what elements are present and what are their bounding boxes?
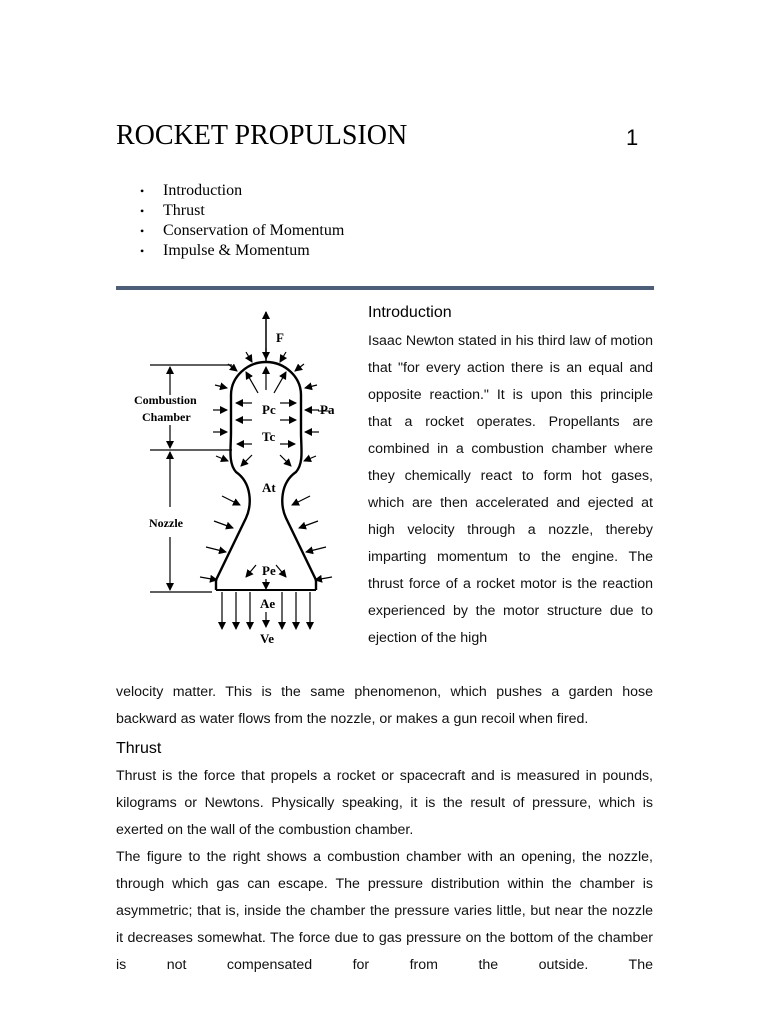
topic-item: • Thrust [140, 201, 344, 221]
thrust-heading: Thrust [116, 740, 162, 757]
rocket-chamber-diagram [116, 300, 356, 660]
introduction-paragraph: Isaac Newton stated in his third law of motion that "for every action there is an equal and opposite reaction." It is upon this principle that a rocket operates. Propellants are combined in a combustion chamber where they chemically react to form hot gases, which are then accelerated and ejected at high velocity through a nozzle, thereby imparting momentum to the engine. The thrust force of a rocket motor is the reaction experienced by the motor structure due to ejection of the high [368, 333, 653, 646]
exit-pressure-label: Pe [262, 563, 276, 578]
page-number: 1 [626, 125, 639, 150]
force-label: F [276, 330, 284, 345]
chamber-pressure-arrows [236, 367, 296, 589]
section-divider [116, 286, 654, 290]
page-title: ROCKET PROPULSION [116, 120, 408, 151]
combustion-chamber-label: Combustion [134, 393, 197, 407]
nozzle-label: Nozzle [149, 516, 183, 530]
chamber-temperature-label: Tc [262, 429, 276, 444]
combustion-chamber-label: Chamber [142, 410, 191, 424]
ambient-pressure-label: Pa [320, 402, 335, 417]
thrust-paragraph: The figure to the right shows a combustion chamber with an opening, the nozzle, through which gas can escape. The pressure distribution within the chamber is asymmetric; that is, inside the chamber the pressure varies little, but near the nozzle it decreases somewhat. The force due to gas pressure on the bottom of the chamber is not compensated for from the outside. The [116, 849, 653, 973]
chamber-outline [216, 362, 316, 590]
topic-item: • Impulse & Momentum [140, 241, 344, 261]
exit-velocity-label: Ve [260, 631, 274, 646]
topic-list [140, 181, 344, 261]
chamber-pressure-label: Pc [262, 402, 276, 417]
introduction-heading: Introduction [368, 304, 452, 321]
topic-item: • Conservation of Momentum [140, 221, 344, 241]
exit-area-label: Ae [260, 596, 276, 611]
introduction-paragraph-continued: velocity matter. This is the same phenomenon, which pushes a garden hose backward as water flows from the nozzle, or makes a gun recoil when fired. [116, 684, 653, 727]
topic-item: • Introduction [140, 181, 344, 201]
thrust-paragraph: Thrust is the force that propels a rocket or spacecraft and is measured in pounds, kilograms or Newtons. Physically speaking, it is the result of pressure, which is exerted on the wall of the combustion chamber. [116, 768, 653, 838]
throat-area-label: At [262, 480, 276, 495]
